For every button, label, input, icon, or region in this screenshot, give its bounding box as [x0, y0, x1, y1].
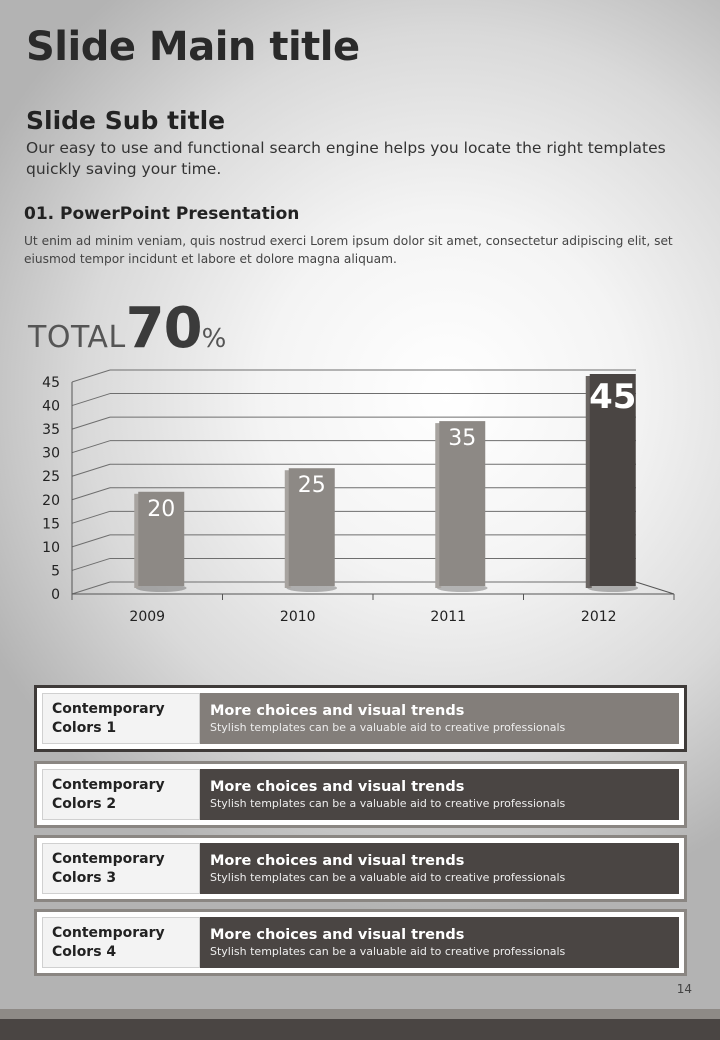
- grid-diagonal: [72, 558, 110, 570]
- data-label: 45: [589, 377, 637, 417]
- total-label: TOTAL: [28, 320, 126, 355]
- row-description: Stylish templates can be a valuable aid to creative professionals: [210, 871, 566, 884]
- y-tick-label: 35: [42, 422, 60, 439]
- total-value: 70: [125, 296, 202, 361]
- page-number: 14: [676, 982, 692, 996]
- total-readout: [28, 296, 226, 361]
- data-label: 20: [147, 496, 176, 522]
- row-description: Stylish templates can be a valuable aid to creative professionals: [210, 797, 566, 810]
- y-tick-label: 0: [51, 587, 60, 603]
- total-unit: %: [201, 324, 227, 354]
- data-label: 25: [297, 473, 326, 499]
- grid-diagonal: [72, 488, 110, 500]
- row-title: More choices and visual trends: [210, 853, 465, 869]
- grid-diagonal: [72, 511, 110, 523]
- sub-title: Slide Sub title: [26, 106, 226, 135]
- y-tick-label: 25: [42, 469, 60, 486]
- list-item: [34, 909, 687, 976]
- y-tick-label: 45: [42, 375, 60, 391]
- row-description: Stylish templates can be a valuable aid to creative professionals: [210, 721, 566, 734]
- grid-diagonal: [72, 370, 110, 382]
- footer-bar-light: [0, 1009, 720, 1019]
- data-label: 35: [448, 426, 477, 452]
- y-tick-label: 15: [42, 516, 60, 533]
- row-content: [200, 693, 679, 744]
- row-label: Contemporary Colors 1: [42, 693, 200, 744]
- row-content: [200, 843, 679, 894]
- y-tick-label: 30: [42, 445, 60, 462]
- row-label: Contemporary Colors 4: [42, 917, 200, 968]
- y-tick-label: 10: [42, 539, 60, 556]
- grid-diagonal: [72, 582, 110, 594]
- row-title: More choices and visual trends: [210, 927, 465, 943]
- sub-description: Our easy to use and functional search engine helps you locate the right templates quickly saving your time.: [26, 139, 666, 178]
- row-title: More choices and visual trends: [210, 703, 465, 719]
- y-tick-label: 20: [42, 492, 60, 509]
- row-label: Contemporary Colors 2: [42, 769, 200, 820]
- floor-edge: [636, 582, 674, 594]
- grid-diagonal: [72, 535, 110, 547]
- row-description: Stylish templates can be a valuable aid to creative professionals: [210, 945, 566, 958]
- row-content: [200, 769, 679, 820]
- bar-chart: [0, 360, 720, 630]
- row-title: More choices and visual trends: [210, 779, 465, 795]
- list-item: [34, 685, 687, 752]
- row-content: [200, 917, 679, 968]
- grid-diagonal: [72, 441, 110, 453]
- x-tick-label: 2009: [129, 609, 166, 625]
- list-item: [34, 835, 687, 902]
- section-title: 01. PowerPoint Presentation: [24, 204, 300, 224]
- x-tick-label: 2012: [580, 609, 617, 625]
- row-label: Contemporary Colors 3: [42, 843, 200, 894]
- grid-diagonal: [72, 417, 110, 429]
- grid-diagonal: [72, 464, 110, 476]
- list-item: [34, 761, 687, 828]
- x-tick-label: 2010: [279, 609, 316, 625]
- x-tick-label: 2011: [430, 609, 467, 625]
- y-tick-label: 5: [51, 563, 60, 580]
- section-body: Ut enim ad minim veniam, quis nostrud exerci Lorem ipsum dolor sit amet, consectetur adipiscing elit, set eiusmod tempor incidunt et labore et dolore magna aliquam.: [24, 234, 673, 266]
- grid-diagonal: [72, 394, 110, 406]
- footer-bar-dark: [0, 1019, 720, 1040]
- page-title: Slide Main title: [26, 24, 360, 70]
- y-tick-label: 40: [42, 398, 60, 415]
